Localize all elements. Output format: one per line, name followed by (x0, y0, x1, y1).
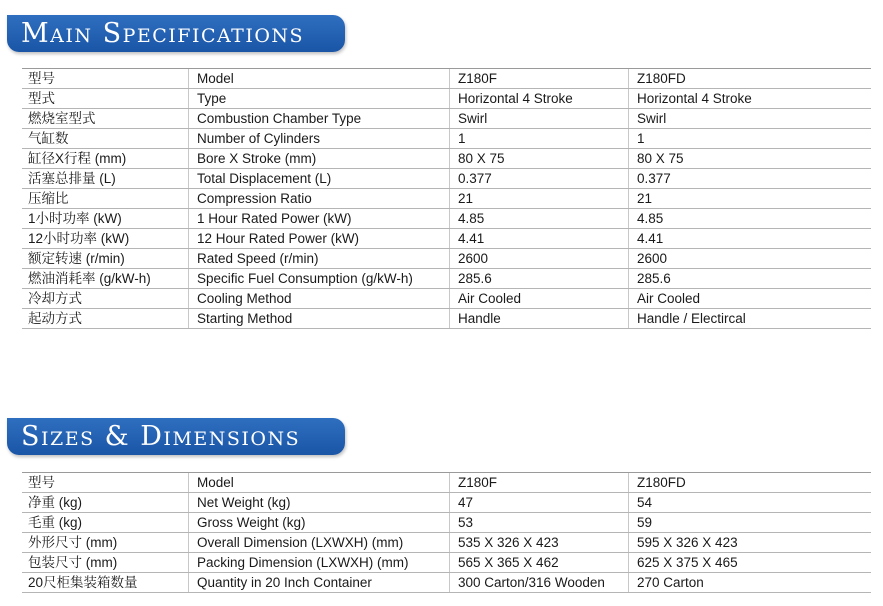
value-z180fd-cell: 625 X 375 X 465 (629, 553, 872, 573)
label-zh-cell: 净重 (kg) (22, 493, 189, 513)
label-zh-cell: 毛重 (kg) (22, 513, 189, 533)
label-en-cell: Specific Fuel Consumption (g/kW-h) (189, 269, 450, 289)
label-zh-cell: 20尺柜集装箱数量 (22, 573, 189, 593)
label-zh-cell: 气缸数 (22, 129, 189, 149)
label-en-cell: Net Weight (kg) (189, 493, 450, 513)
table-row (22, 533, 871, 553)
label-zh-cell: 燃油消耗率 (g/kW-h) (22, 269, 189, 289)
table-row (22, 209, 871, 229)
label-en-cell: Rated Speed (r/min) (189, 249, 450, 269)
value-z180f-cell: 565 X 365 X 462 (450, 553, 629, 573)
value-z180fd-cell: 595 X 326 X 423 (629, 533, 872, 553)
table-row (22, 493, 871, 513)
table-row (22, 573, 871, 593)
label-zh-cell: 燃烧室型式 (22, 109, 189, 129)
label-zh-cell: 包装尺寸 (mm) (22, 553, 189, 573)
value-z180fd-cell: 59 (629, 513, 872, 533)
sizes-dimensions-table (22, 472, 871, 593)
value-z180fd-cell: Horizontal 4 Stroke (629, 89, 872, 109)
label-en-cell: Bore X Stroke (mm) (189, 149, 450, 169)
value-z180f-cell: 4.41 (450, 229, 629, 249)
label-zh-cell: 1小时功率 (kW) (22, 209, 189, 229)
label-zh-cell: 型式 (22, 89, 189, 109)
label-zh-cell: 压缩比 (22, 189, 189, 209)
value-z180f-cell: 47 (450, 493, 629, 513)
value-z180f-cell: 285.6 (450, 269, 629, 289)
label-en-cell: Overall Dimension (LXWXH) (mm) (189, 533, 450, 553)
value-z180f-cell: 2600 (450, 249, 629, 269)
table-row (22, 553, 871, 573)
value-z180f-cell: Handle (450, 309, 629, 329)
value-z180f-cell: 300 Carton/316 Wooden (450, 573, 629, 593)
label-zh-cell: 缸径X行程 (mm) (22, 149, 189, 169)
label-en-cell: Model (189, 473, 450, 493)
value-z180fd-cell: 4.41 (629, 229, 872, 249)
value-z180f-cell: 0.377 (450, 169, 629, 189)
label-en-cell: Model (189, 69, 450, 89)
value-z180f-cell: 80 X 75 (450, 149, 629, 169)
label-zh-cell: 冷却方式 (22, 289, 189, 309)
label-en-cell: Cooling Method (189, 289, 450, 309)
table-row (22, 189, 871, 209)
label-en-cell: Combustion Chamber Type (189, 109, 450, 129)
value-z180f-cell: 21 (450, 189, 629, 209)
value-z180fd-cell: 0.377 (629, 169, 872, 189)
table-row (22, 169, 871, 189)
table-row (22, 249, 871, 269)
table-row (22, 309, 871, 329)
value-z180fd-cell: 270 Carton (629, 573, 872, 593)
table-row (22, 69, 871, 89)
label-zh-cell: 外形尺寸 (mm) (22, 533, 189, 553)
label-zh-cell: 型号 (22, 69, 189, 89)
label-en-cell: Number of Cylinders (189, 129, 450, 149)
value-z180fd-cell: Z180FD (629, 473, 872, 493)
label-en-cell: Type (189, 89, 450, 109)
value-z180f-cell: 53 (450, 513, 629, 533)
label-en-cell: 12 Hour Rated Power (kW) (189, 229, 450, 249)
value-z180fd-cell: 285.6 (629, 269, 872, 289)
table-row (22, 473, 871, 493)
table-row (22, 513, 871, 533)
value-z180fd-cell: Swirl (629, 109, 872, 129)
value-z180fd-cell: 21 (629, 189, 872, 209)
table-row (22, 89, 871, 109)
main-specifications-table (22, 68, 871, 329)
value-z180fd-cell: Air Cooled (629, 289, 872, 309)
value-z180f-cell: Horizontal 4 Stroke (450, 89, 629, 109)
value-z180fd-cell: 1 (629, 129, 872, 149)
label-en-cell: Total Displacement (L) (189, 169, 450, 189)
label-en-cell: Packing Dimension (LXWXH) (mm) (189, 553, 450, 573)
value-z180f-cell: Z180F (450, 69, 629, 89)
table-row (22, 109, 871, 129)
label-zh-cell: 起动方式 (22, 309, 189, 329)
label-zh-cell: 12小时功率 (kW) (22, 229, 189, 249)
table-row (22, 289, 871, 309)
label-zh-cell: 活塞总排量 (L) (22, 169, 189, 189)
table-row (22, 129, 871, 149)
value-z180f-cell: Swirl (450, 109, 629, 129)
sizes-dimensions-banner: Sizes & Dimensions (7, 418, 345, 455)
label-en-cell: Gross Weight (kg) (189, 513, 450, 533)
value-z180f-cell: Air Cooled (450, 289, 629, 309)
value-z180fd-cell: Z180FD (629, 69, 872, 89)
label-en-cell: Quantity in 20 Inch Container (189, 573, 450, 593)
value-z180fd-cell: Handle / Electircal (629, 309, 872, 329)
label-zh-cell: 额定转速 (r/min) (22, 249, 189, 269)
table-row (22, 269, 871, 289)
value-z180f-cell: 535 X 326 X 423 (450, 533, 629, 553)
value-z180fd-cell: 4.85 (629, 209, 872, 229)
label-en-cell: Compression Ratio (189, 189, 450, 209)
table-row (22, 149, 871, 169)
value-z180f-cell: 1 (450, 129, 629, 149)
label-en-cell: Starting Method (189, 309, 450, 329)
label-en-cell: 1 Hour Rated Power (kW) (189, 209, 450, 229)
main-specifications-banner: Main Specifications (7, 15, 345, 52)
value-z180fd-cell: 54 (629, 493, 872, 513)
value-z180f-cell: 4.85 (450, 209, 629, 229)
value-z180fd-cell: 2600 (629, 249, 872, 269)
table-row (22, 229, 871, 249)
value-z180fd-cell: 80 X 75 (629, 149, 872, 169)
label-zh-cell: 型号 (22, 473, 189, 493)
value-z180f-cell: Z180F (450, 473, 629, 493)
